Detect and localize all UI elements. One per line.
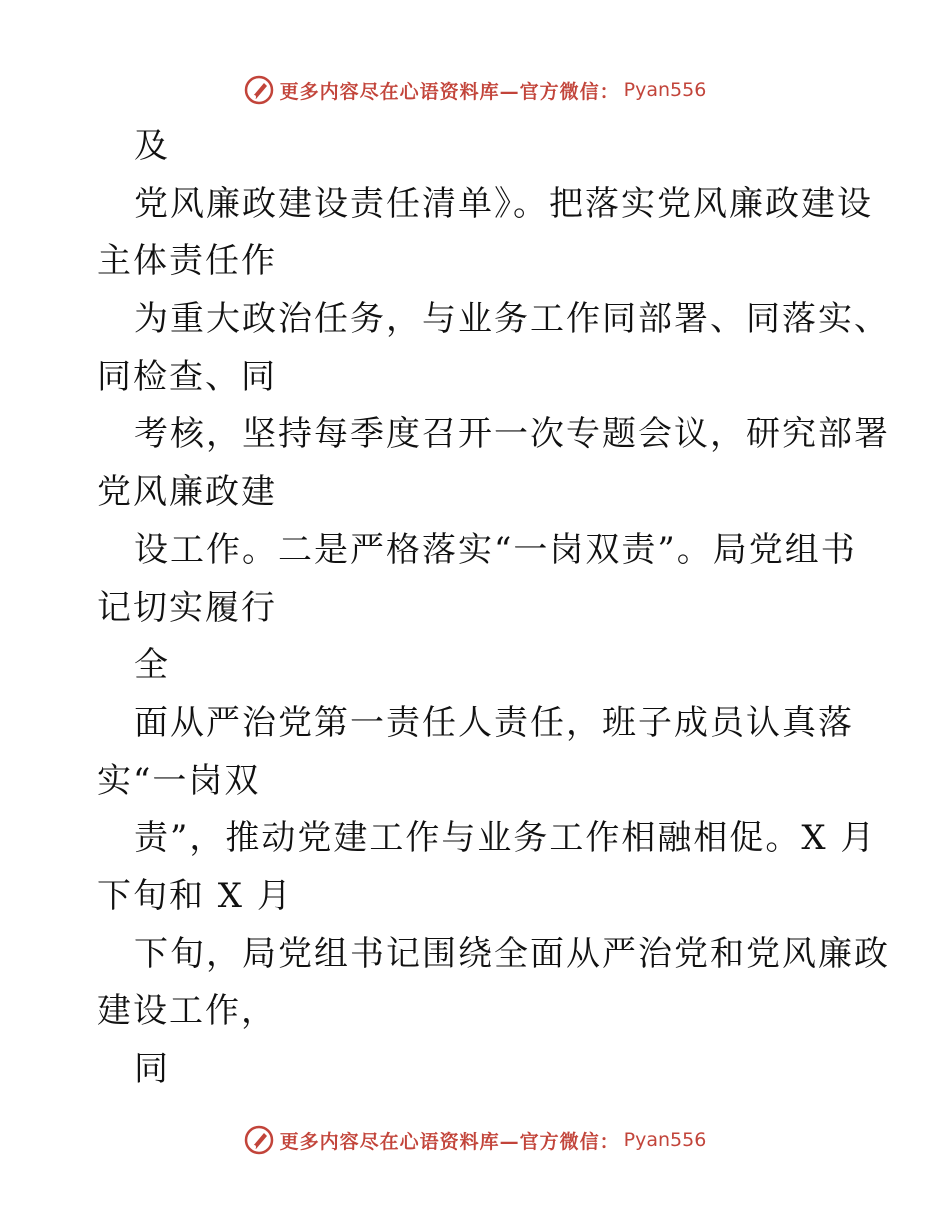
footer-watermark bbox=[0, 1120, 950, 1160]
watermark-text: 更多内容尽在心语资料库—官方微信： bbox=[279, 80, 620, 103]
text-line: 考核，坚持每季度召开一次专题会议，研究部署 bbox=[134, 414, 890, 455]
watermark-text: 更多内容尽在心语资料库—官方微信： bbox=[279, 1130, 620, 1153]
pen-logo-icon bbox=[244, 1125, 274, 1155]
text-line: 及 bbox=[134, 126, 170, 166]
text-line: 全 bbox=[134, 645, 170, 686]
pen-logo-icon bbox=[244, 75, 274, 105]
text-line: 同 bbox=[134, 1049, 170, 1089]
text-line: 同检查、同 bbox=[97, 356, 277, 397]
watermark-contact: Pyan556 bbox=[623, 1129, 707, 1151]
text-line: 责”，推动党建工作与业务工作相融相促。X 月 bbox=[134, 818, 877, 859]
text-line: 下旬和 X 月 bbox=[97, 875, 293, 916]
watermark-contact: Pyan556 bbox=[623, 79, 707, 101]
text-line: 建设工作， bbox=[97, 991, 277, 1032]
text-line: 设工作。二是严格落实“一岗双责”。局党组书 bbox=[134, 529, 857, 570]
text-line: 面从严治党第一责任人责任，班子成员认真落 bbox=[134, 702, 854, 743]
text-line: 为重大政治任务，与业务工作同部署、同落实、 bbox=[134, 299, 890, 340]
text-line: 实“一岗双 bbox=[97, 760, 261, 801]
header-watermark bbox=[0, 70, 950, 110]
text-line: 下旬，局党组书记围绕全面从严治党和党风廉政 bbox=[134, 933, 890, 974]
text-line: 主体责任作 bbox=[97, 241, 277, 282]
text-line: 记切实履行 bbox=[97, 587, 277, 628]
text-line: 党风廉政建设责任清单》。把落实党风廉政建设 bbox=[134, 183, 873, 224]
text-line: 党风廉政建 bbox=[97, 472, 277, 513]
document-body bbox=[97, 118, 890, 1099]
